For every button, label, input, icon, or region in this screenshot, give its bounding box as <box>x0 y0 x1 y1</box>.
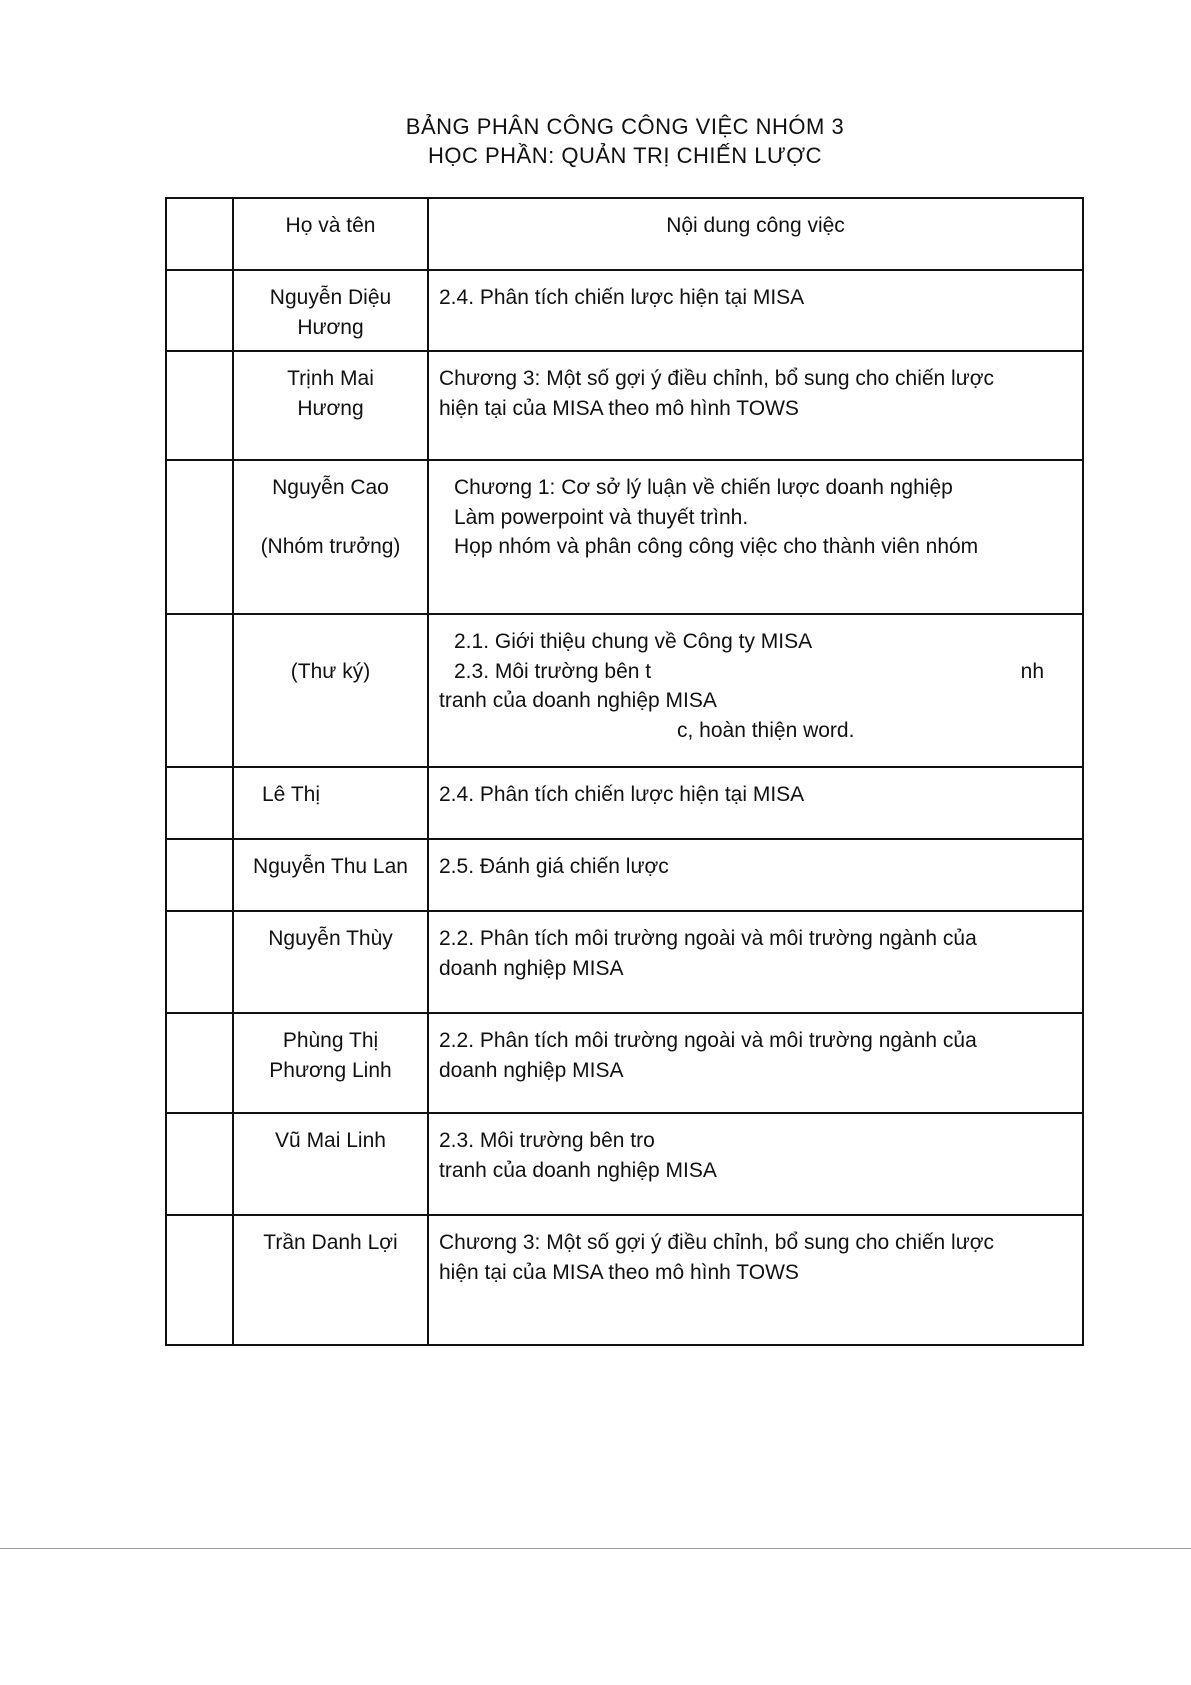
table-row <box>166 1215 1083 1345</box>
member-name <box>233 351 428 460</box>
member-name <box>233 614 428 767</box>
task-line: Họp nhóm và phân công công việc cho thành viên nhóm <box>454 535 979 558</box>
task-line: 2.4. Phân tích chiến lược hiện tại MISA <box>439 783 805 806</box>
task-line: tranh của doanh nghiệp MISA <box>439 1158 717 1182</box>
task-line: 2.1. Giới thiệu chung về Công ty MISA <box>454 630 813 653</box>
member-name-line <box>234 627 427 657</box>
member-name <box>233 460 428 614</box>
member-name <box>233 1113 428 1215</box>
row-number-cell <box>166 1113 233 1215</box>
row-number-cell <box>166 1215 233 1345</box>
table-row <box>166 839 1083 911</box>
member-name-line: Nguyễn Thùy <box>268 927 393 950</box>
member-name <box>233 1215 428 1345</box>
member-task <box>428 614 1083 767</box>
task-line: tranh của doanh nghiệp MISA <box>439 689 717 712</box>
member-name <box>233 839 428 911</box>
task-line: doanh nghiệp MISA <box>439 1058 624 1082</box>
task-line: Chương 3: Một số gợi ý điều chỉnh, bổ sung cho chiến lược <box>439 367 995 390</box>
table-row <box>166 1013 1083 1113</box>
task-line: c, hoàn thiện word. <box>677 718 855 742</box>
member-role: (Thư ký) <box>290 659 371 683</box>
header-name: Họ và tên <box>233 198 428 270</box>
row-number-cell <box>166 839 233 911</box>
task-line: 2.5. Đánh giá chiến lược <box>439 855 669 878</box>
member-name <box>233 767 428 839</box>
member-name-line: Hương <box>297 396 364 420</box>
member-name-line: Nguyễn Diệu <box>269 286 392 309</box>
table-row <box>166 911 1083 1013</box>
row-number-cell <box>166 460 233 614</box>
row-number-cell <box>166 614 233 767</box>
member-task <box>428 1013 1083 1113</box>
member-name-line: Nguyễn Thu Lan <box>253 855 408 878</box>
task-line: Chương 1: Cơ sở lý luận về chiến lược doanh nghiệp <box>454 476 953 499</box>
table-header-row <box>166 198 1083 270</box>
task-line: Làm powerpoint và thuyết trình. <box>454 505 749 529</box>
table-row <box>166 270 1083 351</box>
member-name-line: Trịnh Mai <box>287 367 374 390</box>
member-name-line: Vũ Mai Linh <box>275 1129 386 1152</box>
header-number-cell <box>166 198 233 270</box>
task-line: Chương 3: Một số gợi ý điều chỉnh, bổ sung cho chiến lược <box>439 1231 995 1254</box>
member-task <box>428 351 1083 460</box>
page-bottom-rule <box>0 1548 1191 1549</box>
row-number-cell <box>166 270 233 351</box>
header-task: Nội dung công việc <box>428 198 1083 270</box>
member-name-line: Phùng Thị <box>282 1029 379 1052</box>
table-row <box>166 767 1083 839</box>
member-role: (Nhóm trưởng) <box>260 535 401 558</box>
document-title: BẢNG PHÂN CÔNG CÔNG VIỆC NHÓM 3 <box>405 114 845 139</box>
row-number-cell <box>166 911 233 1013</box>
member-name-line <box>234 503 427 533</box>
assignment-table <box>165 197 1084 1346</box>
task-line: 2.3. Môi trường bên t <box>454 659 652 683</box>
task-line: hiện tại của MISA theo mô hình TOWS <box>439 396 799 420</box>
member-task <box>428 911 1083 1013</box>
row-number-cell <box>166 1013 233 1113</box>
row-number-cell <box>166 351 233 460</box>
member-name-line: Nguyễn Cao <box>272 476 389 499</box>
task-line: 2.3. Môi trường bên tro <box>439 1129 655 1152</box>
member-task <box>428 460 1083 614</box>
member-name-line: Lê Thị <box>262 783 320 806</box>
member-task <box>428 839 1083 911</box>
member-name <box>233 911 428 1013</box>
member-task <box>428 270 1083 351</box>
task-line: 2.4. Phân tích chiến lược hiện tại MISA <box>439 286 805 309</box>
member-name <box>233 1013 428 1113</box>
document-subtitle: HỌC PHẦN: QUẢN TRỊ CHIẾN LƯỢC <box>427 143 822 168</box>
member-name-line: Phương Linh <box>269 1058 392 1082</box>
member-name-line: Hương <box>297 315 364 339</box>
member-name-line: Trần Danh Lợi <box>263 1231 398 1254</box>
table-row <box>166 351 1083 460</box>
task-line: 2.2. Phân tích môi trường ngoài và môi trường ngành của <box>439 927 977 950</box>
table-row <box>166 1113 1083 1215</box>
member-task <box>428 767 1083 839</box>
member-task <box>428 1113 1083 1215</box>
task-line: 2.2. Phân tích môi trường ngoài và môi trường ngành của <box>439 1029 977 1052</box>
table-row <box>166 614 1083 767</box>
task-fragment: nh <box>1020 659 1044 683</box>
member-name <box>233 270 428 351</box>
task-line: doanh nghiệp MISA <box>439 956 624 980</box>
table-row <box>166 460 1083 614</box>
row-number-cell <box>166 767 233 839</box>
task-line: hiện tại của MISA theo mô hình TOWS <box>439 1260 799 1284</box>
member-task <box>428 1215 1083 1345</box>
